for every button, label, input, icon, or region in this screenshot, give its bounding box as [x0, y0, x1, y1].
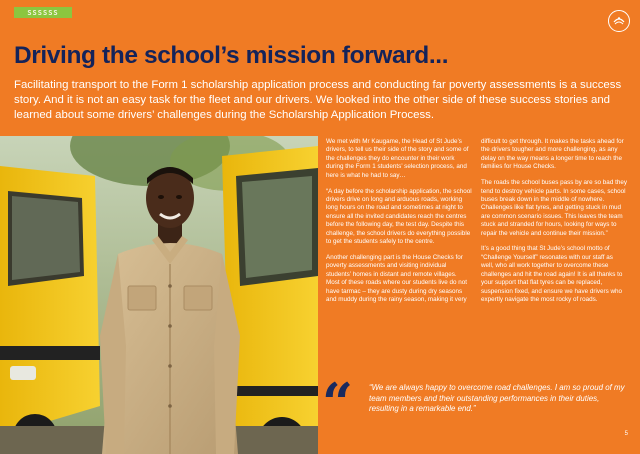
page-number: 5 [624, 431, 628, 437]
school-crest-icon-svg [611, 13, 627, 29]
driver-photo [0, 136, 318, 454]
column1-paragraph-2: “A day before the scholarship application, the school drivers drive on long and arduous roads, working long hours on the road and sometimes at night to ensure all the invited candidates reach the centres before the following day, the test day. Despite this challenge, the school drivers do everything possible to get the students safely to the centre. [326, 187, 472, 245]
section-tag-text: SSSSSS [27, 8, 59, 17]
pull-quote: “We are always happy to overcome road challenges. I am so proud of my team members and their outstanding performances in their duties, resulting in a remarkable end.” [369, 383, 625, 414]
intro-paragraph: Facilitating transport to the Form 1 scholarship application process and conducting far poverty assessments is a success story. And it is not an easy task for the fleet and our drivers. We looked into the other side of these success stories and learned about some drivers’ challenges during the Scholarship Application Process. [14, 79, 622, 122]
column2-paragraph-1: difficult to get through. It makes the tasks ahead for the drivers tougher and more challenging, as any delay on the way means a longer time to reach the families for House Checks. [481, 138, 624, 171]
page-title: Driving the school’s mission forward... [14, 42, 449, 69]
quote-mark-icon: “ [322, 371, 354, 435]
column1-paragraph-1: We met with Mr Kaugame, the Head of St Jude’s drivers, to tell us their side of the story and some of the challenges they do encounter in their work during the Form 1 students’ selection process, and here is what he had to say… [326, 138, 469, 179]
column2-paragraph-3: It’s a good thing that St Jude’s school motto of “Challenge Yourself” resonates with our staff as well, who all work together to overcome these challenges and hit the road again! It is all thanks to your support that flat tyres can be replaced, suspension fixed, and ensure we have drivers who expertly navigate the most rocky of roads. [481, 245, 623, 303]
article-column-1 [326, 138, 472, 312]
column2-paragraph-2: The roads the school buses pass by are so bad they tend to destroy vehicle parts. In some cases, school buses break down in the middle of nowhere. Challenges like flat tyres, and getting stuck in mud are common scenario issues. This leaves the team stuck and stranded for hours, looking for ways to repair the vehicle and continue their mission.” [481, 179, 627, 237]
school-crest-icon [608, 10, 630, 32]
article-column-2 [481, 138, 627, 312]
column1-paragraph-3: Another challenging part is the House Checks for poverty assessments and visiting individual students’ homes in distant and remote villages. Most of these roads where our students live do not have tarmac – they are dusty during dry seasons and muddy during the rainy season, making it very [326, 253, 468, 303]
section-tag [14, 7, 72, 18]
driver-photo-illustration [0, 136, 318, 454]
